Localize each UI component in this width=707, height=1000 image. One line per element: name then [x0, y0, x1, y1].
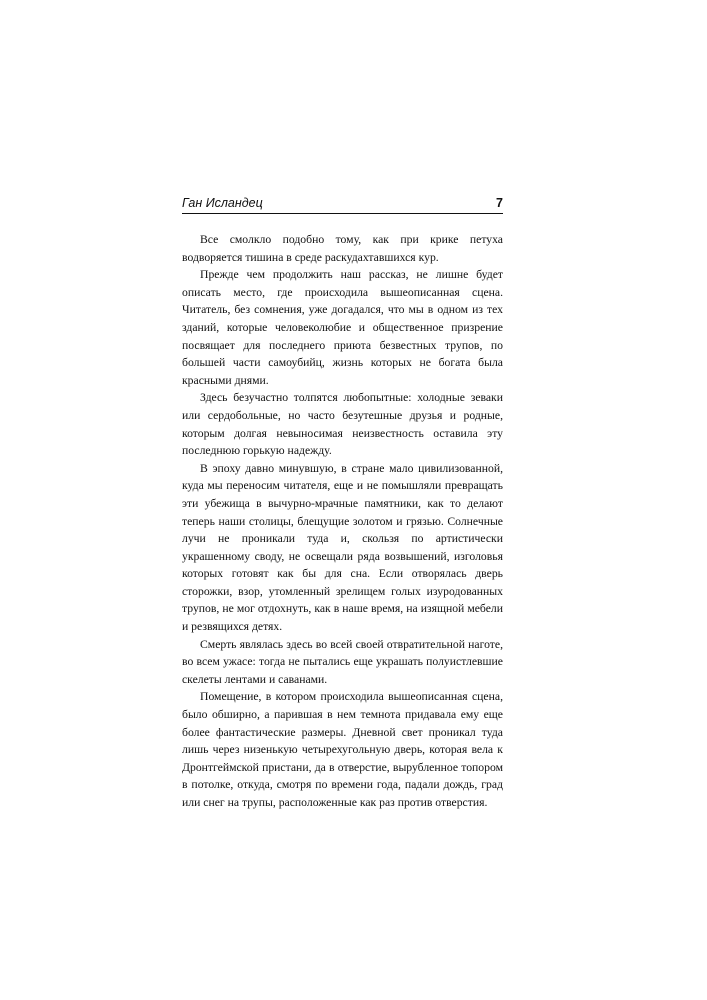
running-title: Ган Исландец — [182, 196, 263, 210]
paragraph-3: Здесь безучастно толпятся любопытные: холодные зеваки или сердобольные, но часто безутешные друзья и родные, которым долгая невыносимая неизвестность оставила эту последнюю горькую надежду. — [182, 391, 503, 458]
paragraph-5: Смерть являлась здесь во всей своей отвратительной наготе, во всем ужасе: тогда не пытались еще украшать полуистлевшие скелеты лентами и саванами. — [182, 637, 503, 686]
running-header — [182, 197, 503, 214]
paragraph-6: Помещение, в котором происходила вышеописанная сцена, было обширно, а парившая в нем темнота придавала ему еще более фантастические размеры. Дневной свет проникал туда лишь через низенькую четырехугольную дверь, которая вела к Дронтгеймской пристани, да в отверстие, вырубленное топором в потолке, откуда, смотря по времени года, падали дождь, град или снег на трупы, расположенные как раз против отверстия. — [182, 690, 503, 809]
paragraph-4: В эпоху давно минувшую, в стране мало цивилизованной, куда мы переносим читателя, еще и не помышляли превращать эти убежища в вычурно-мрачные памятники, как то делают теперь наши столицы, блещущие золотом и грязью. Солнечные лучи не проникали туда и, скользя по артистически украшенному своду, не освещали ряда возвышений, изголовья которых готовят как бы для сна. Если отворялась дверь сторожки, взор, утомленный зрелищем голых изуродованных трупов, не мог отдохнуть, как в наше время, на изящной мебели и резвящихся детях. — [182, 461, 503, 634]
text-body — [182, 231, 503, 812]
page-number: 7 — [496, 196, 503, 210]
paragraph-1: Все смолкло подобно тому, как при крике петуха водворяется тишина в среде раскудахтавшихся кур. — [182, 233, 503, 264]
paragraph-2: Прежде чем продолжить наш рассказ, не лишне будет описать место, где происходила вышеописанная сцена. Читатель, без сомнения, уже догадался, что мы в одном из тех зданий, которые человеколюбие и общественное призрение посвящает для последнего приюта безвестных трупов, по большей части самоубийц, жизнь которых не богата была красными днями. — [182, 268, 503, 387]
